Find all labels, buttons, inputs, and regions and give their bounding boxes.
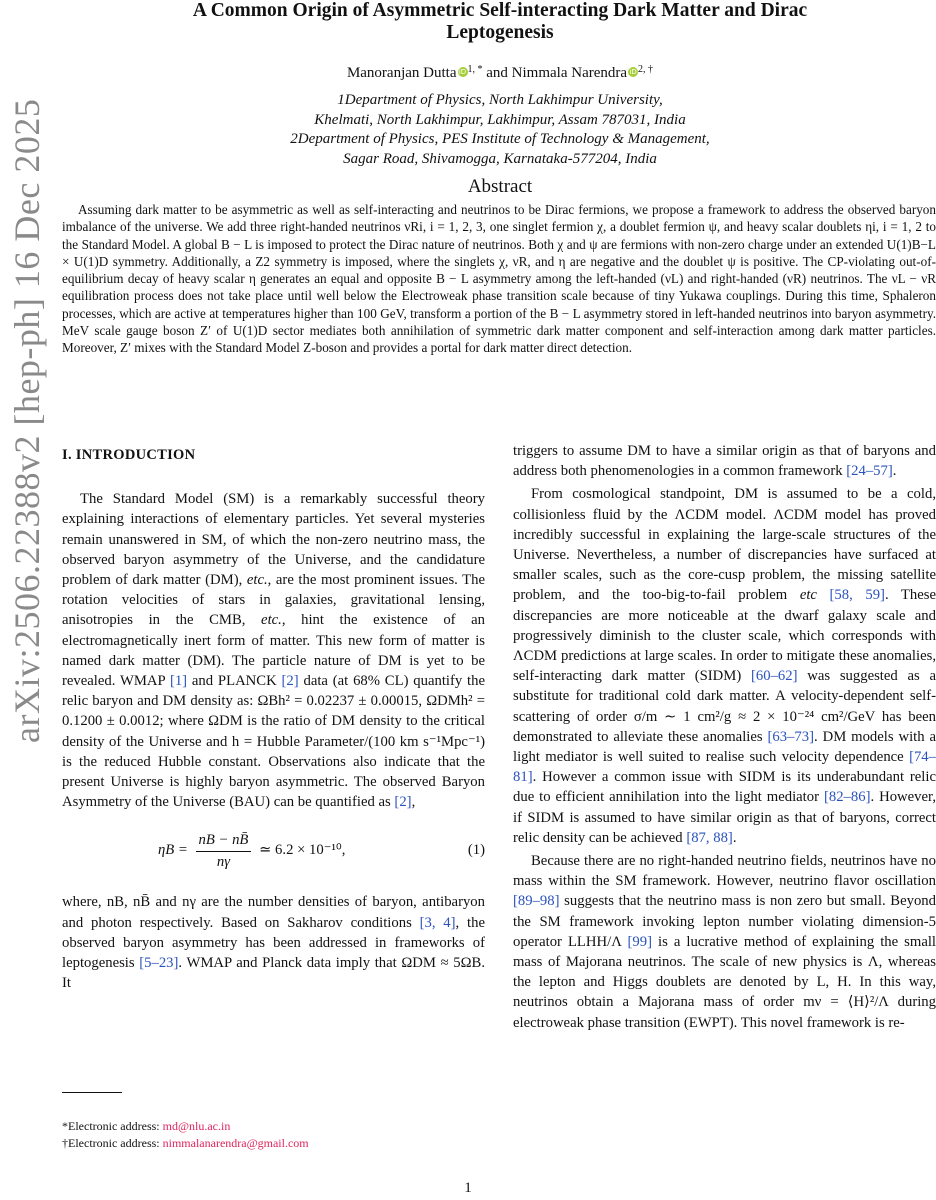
author-2-marks: 2, † (638, 64, 654, 75)
right-paragraph-2 (513, 484, 936, 848)
orcid-icon[interactable]: iD (458, 68, 467, 76)
text-run: , (411, 794, 416, 811)
abstract-heading: Abstract (467, 176, 533, 197)
equation-number: (1) (467, 842, 485, 859)
intro-paragraph-2 (62, 892, 485, 993)
equation-lhs: ηB = (158, 842, 188, 859)
text-run: The Standard Model (SM) is a remarkably successful theory explaining interactions of elementary particles. Yet several mysteries remain unanswered in SM, of which the non-zero neutrino mass, the observed baryon asymmetry of the Universe, and the candidature problem of dark matter (DM), (62, 491, 485, 589)
footnote-label: †Electronic address: (62, 1136, 163, 1150)
right-paragraph-3 (513, 851, 936, 1033)
title-line-2: Leptogenesis (446, 22, 554, 43)
orcid-icon[interactable]: iD (629, 68, 637, 76)
text-run: was suggested as a substitute for traditional cold dark matter. A velocity-dependent self-scattering of order σ/m ∼ 1 cm²/g ≈ 2 × 10⁻²⁴ cm²/GeV has been demonstrated to alleviate these anomalies (513, 668, 936, 745)
citation-link[interactable]: [3, 4] (419, 914, 456, 931)
title-line-1: A Common Origin of Asymmetric Self-interacting Dark Matter and Dirac (192, 0, 808, 21)
author-1-marks: 1, * (467, 64, 483, 75)
author-1-name: Manoranjan Dutta (346, 65, 457, 81)
affiliation-line-2: Khelmati, North Lakhimpur, Lakhimpur, Assam 787031, India (314, 111, 686, 128)
text-run: . These discrepancies are more noticeable at the dwarf galaxy scale and progressively diminish to the cluster scale, which corresponds with ΛCDM predictions at large scales. In order to mitigate these anomalies, self-interacting dark matter (SIDM) (513, 587, 936, 685)
text-run: . However, if SIDM is assumed to have similar origin as that of baryons, correct relic density can be achieved (513, 789, 936, 846)
equation-fraction (196, 830, 252, 871)
text-run: etc (799, 587, 817, 604)
footnote-rule (62, 1092, 122, 1093)
affiliation-line-4: Sagar Road, Shivamogga, Karnataka-577204, India (343, 150, 657, 167)
citation-link[interactable]: [74–81] (513, 749, 936, 786)
right-column (513, 441, 936, 1033)
equation-numerator: nB − nB̄ (196, 830, 252, 851)
text-run: Because there are no right-handed neutrino fields, neutrinos have no mass within the SM framework. However, neutrino flavor oscillation (513, 853, 936, 890)
citation-link[interactable]: [1] (169, 673, 188, 690)
text-run: etc. (246, 572, 268, 589)
text-run: suggests that the neutrino mass is non zero but small. Beyond the SM framework invoking lepton number violating dimension-5 operator LLHH/Λ (513, 893, 936, 950)
author-line (92, 64, 908, 82)
citation-link[interactable]: [58, 59] (829, 587, 885, 604)
citation-link[interactable]: [60–62] (750, 668, 798, 685)
citation-link[interactable]: [2] (394, 794, 412, 811)
text-run: . However a common issue with SIDM is its underabundant relic due to efficient annihilation into the light mediator (513, 769, 936, 806)
text-run: is a lucrative method of explaining the small mass of Majorana neutrinos. The scale of new physics is Λ, whereas the lepton and Higgs doublets are denoted by L, H. In this way, neutrinos obtain a Majorana mass of order mν = ⟨H⟩²/Λ during electroweak phase transition (EWPT). This novel framework is re- (513, 933, 936, 1031)
text-run: , the observed baryon asymmetry has been addressed in frameworks of leptogenesis (62, 914, 485, 972)
text-run: . WMAP and Planck data imply that ΩDM ≈ 5ΩB. It (62, 955, 486, 992)
left-column (62, 445, 485, 993)
citation-link[interactable]: [2] (281, 673, 299, 690)
affiliation-line-1: 1Department of Physics, North Lakhimpur University, (337, 92, 663, 108)
equation-rhs: ≃ 6.2 × 10⁻¹⁰, (259, 842, 346, 859)
paper-title (92, 0, 908, 44)
arxiv-sidebar-stamp: arXiv:2506.22388v2 [hep-ph] 16 Dec 2025 (7, 98, 47, 743)
citation-link[interactable]: [99] (627, 933, 652, 950)
affiliation-line-3: 2Department of Physics, PES Institute of Technology & Management, (290, 131, 710, 147)
intro-paragraph-1 (62, 489, 485, 812)
equation-denominator: nγ (216, 853, 231, 870)
footnote-2 (62, 1135, 492, 1152)
right-paragraph-1 (513, 441, 936, 481)
text-run: etc. (261, 612, 282, 629)
text-run: From cosmological standpoint, DM is assumed to be a cold, collisionless fluid by the ΛCDM model. ΛCDM model has proved incredibly successful in explaining the large-scale structures of the Universe. Nevertheless, a number of discrepancies have surfaced at smaller scales, such as the core-cusp problem, the missing satellite problem, and the too-big-to-fail problem (513, 486, 936, 604)
text-run: triggers to assume DM to have a similar origin as that of baryons and address both phenomenologies in a common framework (513, 443, 936, 480)
text-run: . (732, 829, 737, 846)
equation-body (158, 830, 345, 871)
page-number: 1 (464, 1180, 472, 1196)
citation-link[interactable]: [89–98] (513, 893, 560, 910)
email-link[interactable]: md@nlu.ac.in (162, 1119, 231, 1133)
text-run: . DM models with a light mediator is well suited to realise such velocity dependence (513, 728, 936, 766)
citation-link[interactable]: [5–23] (139, 955, 179, 972)
section-heading: I. INTRODUCTION (62, 447, 196, 463)
footnote-1 (62, 1118, 492, 1135)
equation-1 (62, 826, 485, 882)
text-run: and PLANCK (187, 673, 282, 690)
author-2-name: Nimmala Narendra (511, 65, 628, 81)
author-conjunction: and (486, 65, 508, 81)
abstract-text: Assuming dark matter to be asymmetric as well as self-interacting and neutrinos to be Dirac fermions, we propose a framework to address the observed baryon imbalance of the universe. We add three right-handed neutrinos νRi, i = 1, 2, 3, one singlet fermion χ, a doublet fermion ψ, and heavy scalar doublets ηi, i = 1, 2 to the Standard Model. A global B − L is imposed to protect the Dirac nature of neutrinos. Both χ and ψ are fermions with non-zero charge under an extended U(1)B−L × U(1)D symmetry. Additionally, a Z2 symmetry is imposed, where the singlets χ, νR, and η are negative and the doublet ψ is positive. The CP-violating out-of-equilibrium decay of heavy scalar η generates an equal and opposite B − L asymmetry among the left-handed (νL) and right-handed (νR) neutrinos. The νL − νR equilibration process does not take place until well below the Electroweak phase transition scale because of tiny Yukawa couplings. During this time, Sphaleron processes, which are active at temperatures higher than 100 GeV, transform a portion of the B − L asymmetry stored in left-handed neutrinos into baryon asymmetry. MeV scale gauge boson Z′ of U(1)D sector mediates both annihilation of symmetric dark matter component and self-interaction among dark matter particles. Moreover, Z′ mixes with the Standard Model Z-boson and provides a portal for dark matter direct detection. (62, 202, 936, 356)
citation-link[interactable]: [82–86] (823, 789, 871, 806)
text-run: . (892, 463, 897, 480)
footnote-label: *Electronic address: (62, 1119, 163, 1133)
text-run: where, nB, nB̄ and nγ are the number densities of baryon, antibaryon and photon respectively. Based on Sakharov conditions (62, 894, 485, 931)
text-run: , are the most prominent issues. The rotation velocities of stars in galaxies, gravitational lensing, anisotropies in the CMB, (62, 572, 485, 629)
email-link[interactable]: nimmalanarendra@gmail.com (162, 1136, 309, 1150)
citation-link[interactable]: [24–57] (846, 463, 893, 480)
citation-link[interactable]: [87, 88] (686, 829, 733, 846)
text-run: , hint the existence of an electromagnetically inert form of matter. This new form of matter is named dark matter (DM). The particle nature of DM is yet to be revealed. WMAP (62, 612, 486, 690)
footnotes (62, 1118, 492, 1152)
text-run: data (at 68% CL) quantify the relic baryon and DM density as: ΩBh² = 0.02237 ± 0.00015, ΩDMh² = 0.1200 ± 0.0012; where ΩDM is the ratio of DM density to the critical density of the Universe and h = Hubble Parameter/(100 km s⁻¹Mpc⁻¹) is the reduced Hubble constant. Observations also indicate that the present Universe is highly baryon asymmetric. The observed Baryon Asymmetry of the Universe (BAU) can be quantified as (62, 673, 485, 811)
citation-link[interactable]: [63–73] (767, 728, 815, 745)
